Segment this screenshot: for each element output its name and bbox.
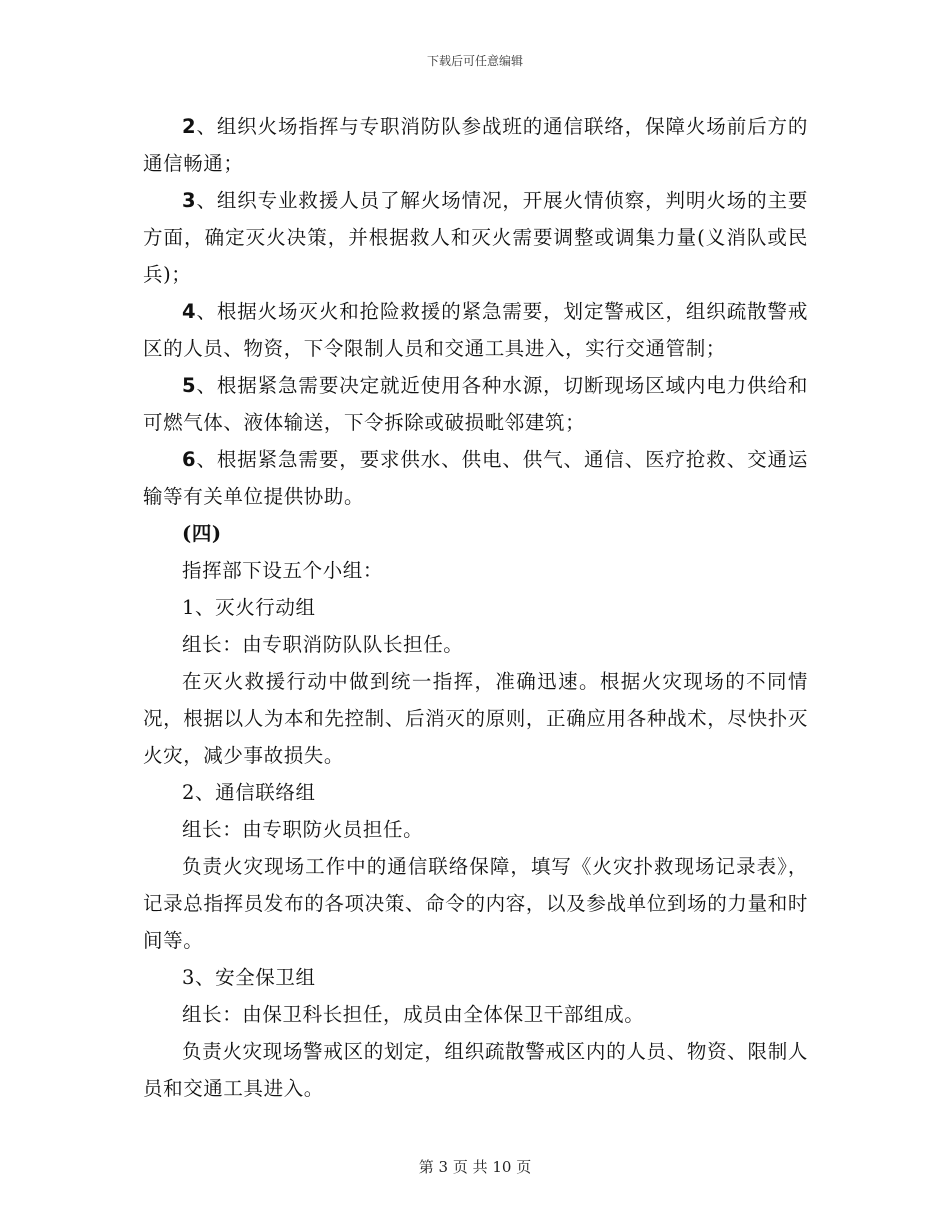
paragraph-number: 4 <box>182 300 197 323</box>
section-heading-text: (四) <box>182 522 222 545</box>
paragraph-item-5 <box>143 367 808 441</box>
section-heading <box>143 515 808 552</box>
paragraph-text: 负责火灾现场工作中的通信联络保障，填写《火灾扑救现场记录表》，记录总指挥员发布的各项决策、命令的内容，以及参战单位到场的力量和时间等。 <box>143 855 808 952</box>
paragraph-text: 3、安全保卫组 <box>182 966 316 989</box>
paragraph-text: 1、灭火行动组 <box>182 596 316 619</box>
paragraph-number: 5 <box>182 374 197 397</box>
paragraph-text: 组长：由保卫科长担任，成员由全体保卫干部组成。 <box>182 1003 645 1026</box>
paragraph-text: 组长：由专职防火员担任。 <box>182 818 424 841</box>
group-title-fire-action <box>143 589 808 626</box>
paragraph-item-4 <box>143 293 808 367</box>
group-title-security <box>143 959 808 996</box>
group-duty-fire-action <box>143 663 808 774</box>
group-duty-security <box>143 1033 808 1107</box>
paragraph-text: 在灭火救援行动中做到统一指挥，准确迅速。根据火灾现场的不同情况，根据以人为本和先控制、后消灭的原则，正确应用各种战术，尽快扑灭火灾，减少事故损失。 <box>143 670 808 767</box>
group-leader-security <box>143 996 808 1033</box>
paragraph-intro <box>143 552 808 589</box>
paragraph-number: 3 <box>182 189 197 212</box>
paragraph-item-6 <box>143 441 808 515</box>
group-leader-communication <box>143 811 808 848</box>
page-header: 下载后可任意编辑 <box>426 54 523 68</box>
group-title-communication <box>143 774 808 811</box>
paragraph-text: 负责火灾现场警戒区的划定，组织疏散警戒区内的人员、物资、限制人员和交通工具进入。 <box>143 1040 808 1100</box>
paragraph-item-2 <box>143 108 808 182</box>
paragraph-text: 组长：由专职消防队队长担任。 <box>182 633 464 656</box>
group-duty-communication <box>143 848 808 959</box>
paragraph-item-3 <box>143 182 808 293</box>
document-body <box>143 108 808 1107</box>
paragraph-text: 、组织专业救援人员了解火场情况，开展火情侦察，判明火场的主要方面，确定灭火决策，并根据救人和灭火需要调整或调集力量(义消队或民兵)； <box>143 189 808 286</box>
group-leader-fire-action <box>143 626 808 663</box>
paragraph-number: 6 <box>182 448 197 471</box>
paragraph-text: 2、通信联络组 <box>182 781 316 804</box>
page-footer: 第 3 页 共 10 页 <box>418 1158 532 1176</box>
paragraph-number: 2 <box>182 115 197 138</box>
paragraph-text: 指挥部下设五个小组： <box>182 559 384 582</box>
paragraph-text: 、根据火场灭火和抢险救援的紧急需要，划定警戒区，组织疏散警戒区的人员、物资，下令限制人员和交通工具进入，实行交通管制； <box>143 300 808 360</box>
paragraph-text: 、组织火场指挥与专职消防队参战班的通信联络，保障火场前后方的通信畅通； <box>143 115 808 175</box>
paragraph-text: 、根据紧急需要决定就近使用各种水源，切断现场区域内电力供给和可燃气体、液体输送，下令拆除或破损毗邻建筑； <box>143 374 808 434</box>
paragraph-text: 、根据紧急需要，要求供水、供电、供气、通信、医疗抢救、交通运输等有关单位提供协助。 <box>143 448 808 508</box>
